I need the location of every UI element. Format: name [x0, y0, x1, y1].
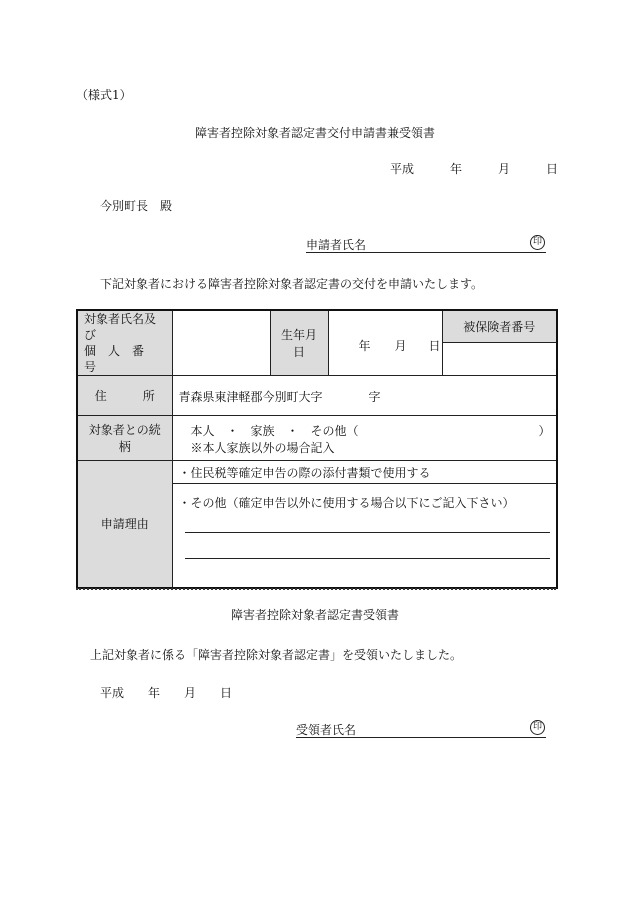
birth-label: 生年月日: [270, 310, 328, 376]
form-number: （様式1）: [76, 88, 132, 102]
insured-number-input[interactable]: [442, 343, 557, 376]
address-label: 住 所: [77, 376, 172, 416]
applicant-info-table: [76, 309, 558, 589]
relation-close: ）: [538, 424, 551, 438]
receipt-date-era: 平成: [100, 686, 125, 700]
applicant-name-field[interactable]: [306, 252, 546, 253]
receipt-date-month: 月: [184, 686, 197, 700]
reason-option-tax[interactable]: ・住民税等確定申告の際の添付書類で使用する: [172, 461, 557, 484]
name-label-line2: 個 人 番 号: [84, 344, 157, 374]
name-label-cell: [77, 310, 172, 376]
relation-input-cell[interactable]: [172, 416, 557, 461]
form-title: 障害者控除対象者認定書交付申請書兼受領書: [194, 126, 435, 140]
intro-text: 下記対象者における障害者控除対象者認定書の交付を申請いたします。: [100, 277, 484, 291]
reason-label: 申請理由: [77, 461, 172, 588]
address-input-cell[interactable]: [172, 376, 557, 416]
birth-month: 月: [394, 339, 407, 353]
date-year: 年: [450, 162, 463, 176]
relation-label: 対象者との続柄: [77, 416, 172, 461]
applicant-seal-icon: 印: [530, 235, 545, 250]
address-prefix: 青森県東津軽郡今別町大字: [178, 390, 323, 404]
birth-year: 年: [358, 339, 371, 353]
receipt-title: 障害者控除対象者認定書受領書: [230, 608, 399, 622]
addressee: 今別町長 殿: [100, 199, 173, 213]
birth-day: 日: [428, 339, 441, 353]
date-month: 月: [498, 162, 511, 176]
cut-line-divider: [76, 588, 556, 590]
insured-number-label: 被保険者番号: [442, 310, 557, 343]
reason-other-text: ・その他（確定申告以外に使用する場合以下にご記入下さい）: [178, 496, 515, 510]
birth-input-cell[interactable]: [328, 310, 442, 376]
date-day: 日: [546, 162, 559, 176]
receiver-name-field[interactable]: [296, 737, 546, 738]
applicant-name-label: 申請者氏名: [306, 238, 367, 252]
reason-option-other[interactable]: [172, 484, 557, 588]
reason-write-line-1[interactable]: [185, 531, 551, 533]
receiver-seal-icon: 印: [530, 720, 545, 735]
receiver-name-label: 受領者氏名: [296, 723, 357, 737]
receipt-statement: 上記対象者に係る「障害者控除対象者認定書」を受領いたしました。: [90, 648, 463, 662]
receipt-date-day: 日: [220, 686, 233, 700]
receipt-date-year: 年: [148, 686, 161, 700]
name-label-line1: 対象者氏名及び: [84, 312, 157, 342]
relation-note: ※本人家族以外の場合記入: [190, 441, 335, 455]
address-suffix: 字: [368, 390, 381, 404]
relation-options: 本人 ・ 家族 ・ その他（: [190, 424, 359, 438]
reason-write-line-2[interactable]: [185, 557, 551, 559]
date-era: 平成: [390, 162, 415, 176]
name-input-cell[interactable]: [172, 310, 270, 376]
